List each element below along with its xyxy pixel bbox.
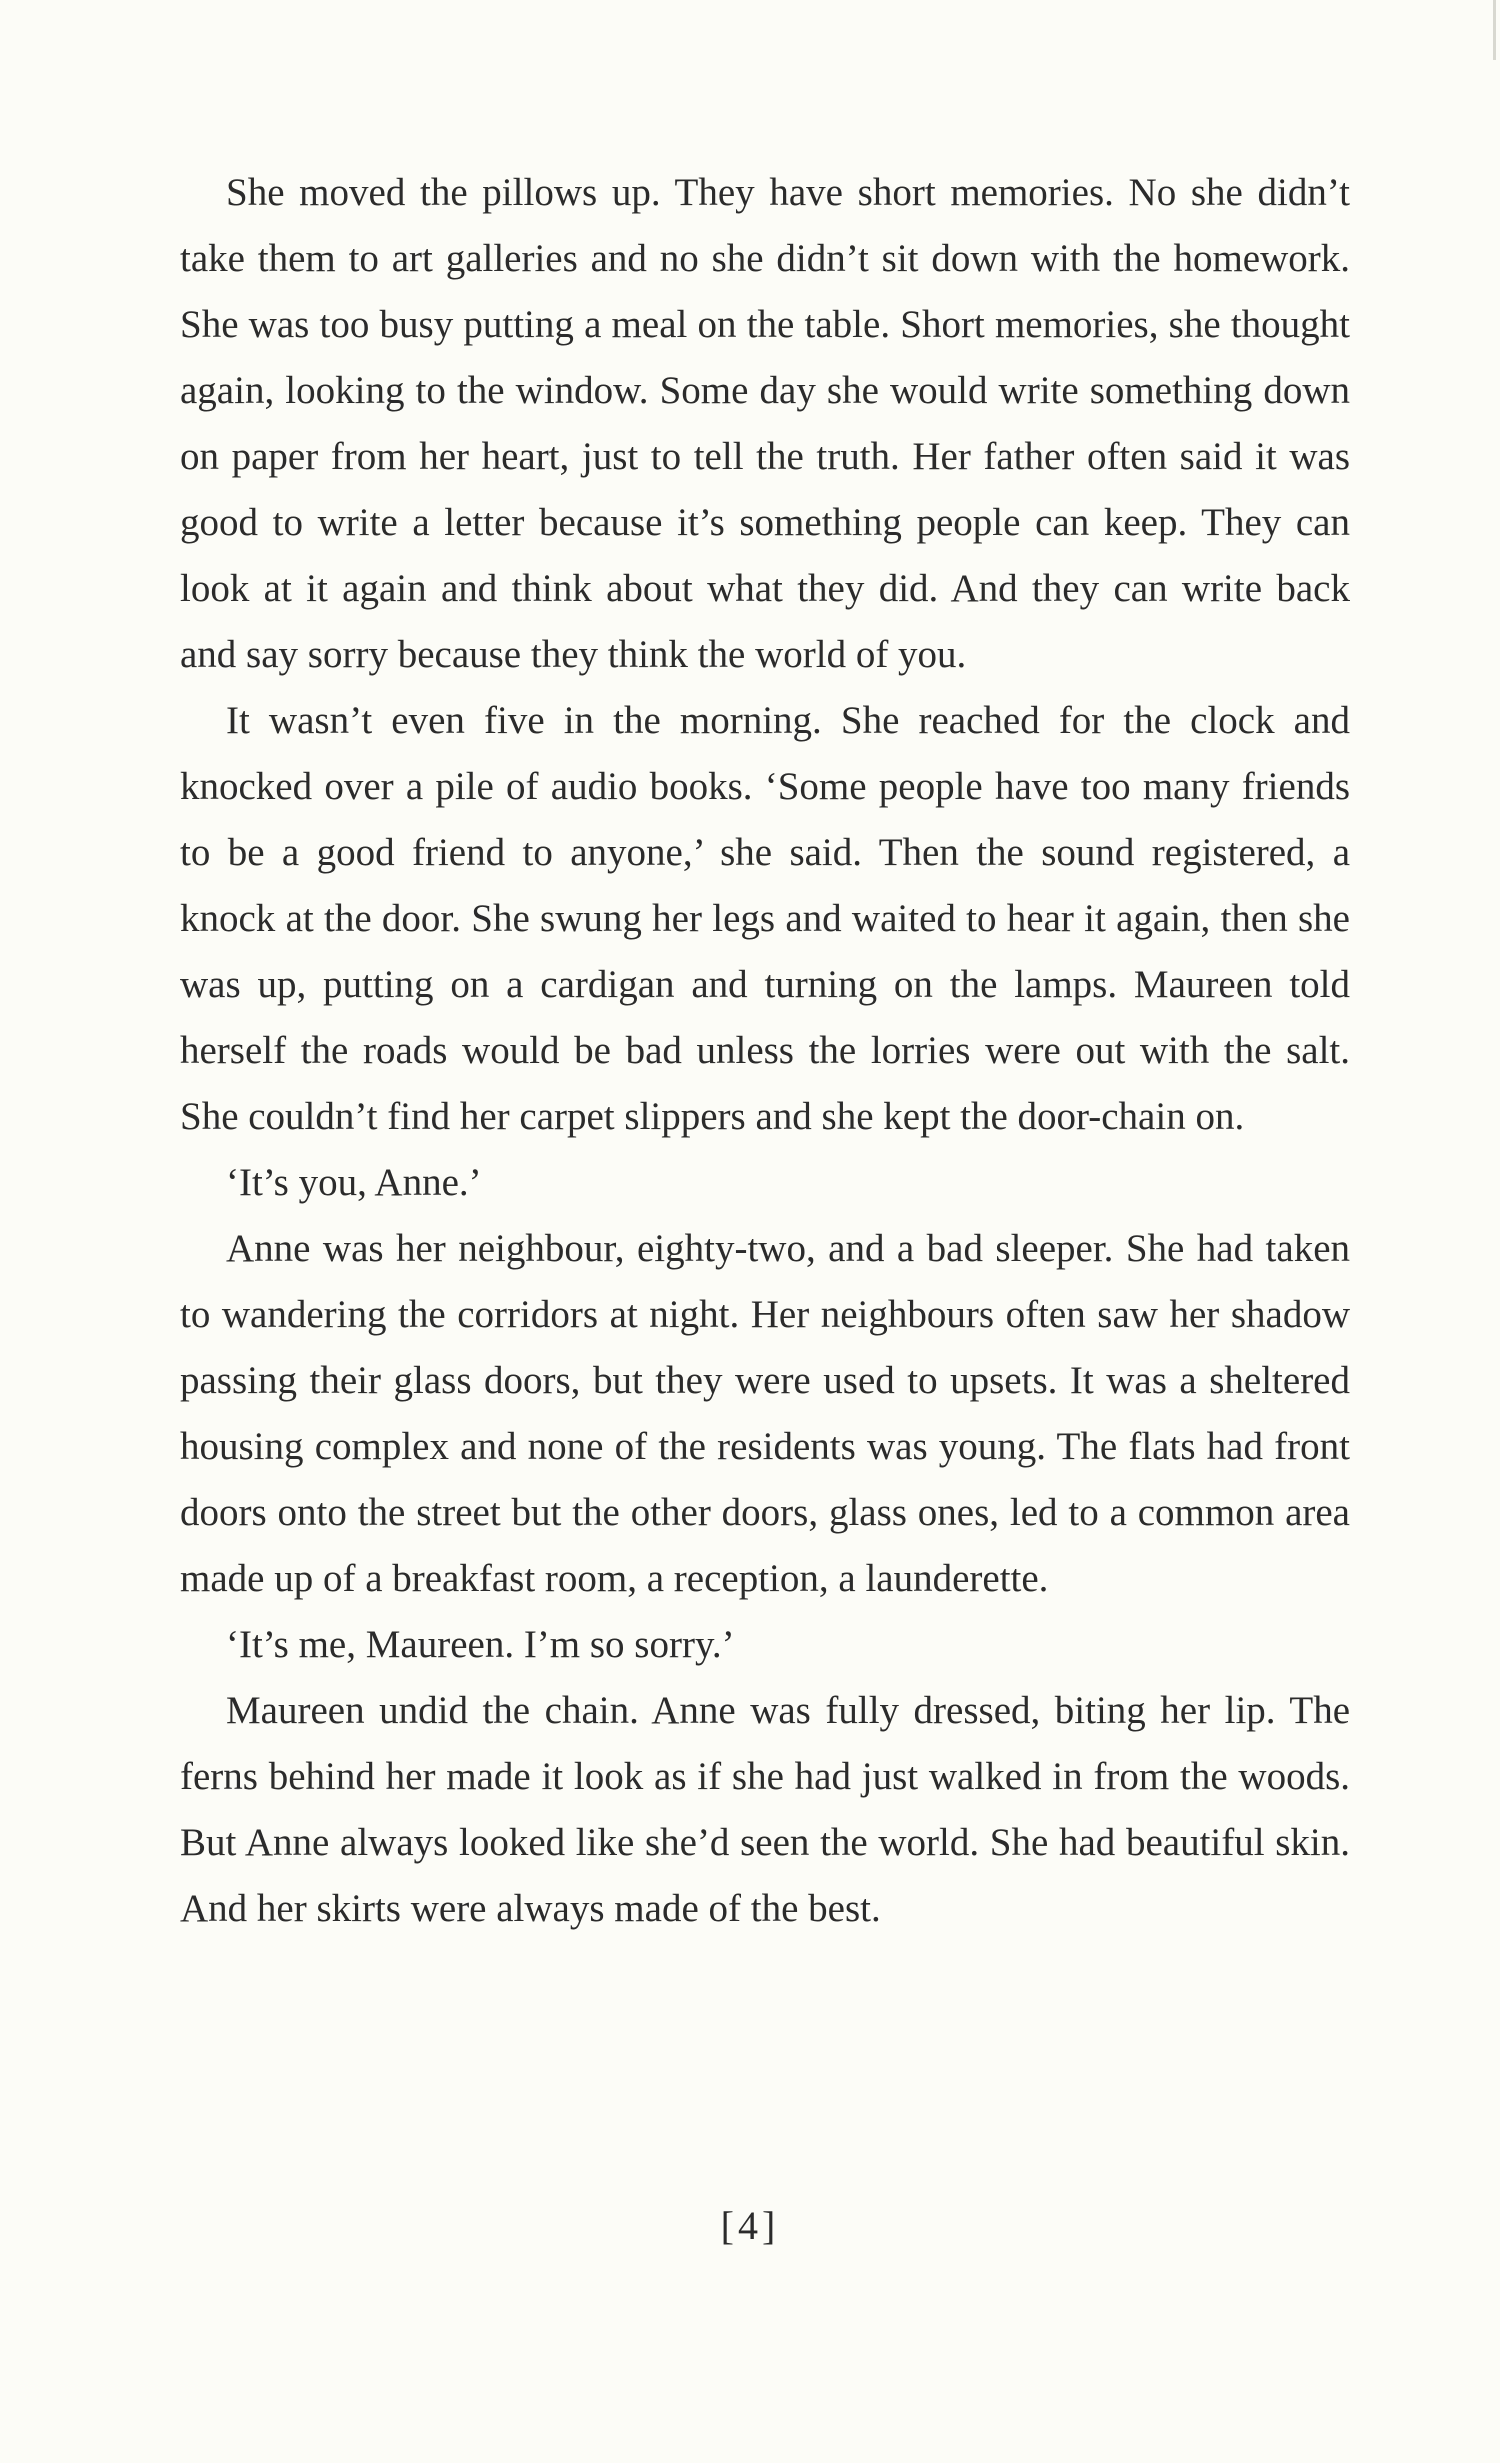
paragraph-1: She moved the pillows up. They have short memories. No she didn’t take them to art galleries and no she didn’t sit down with the homework. She was too busy putting a meal on the table. Short memories, she thought again, looking to the window. Some day she would write something down on paper from her heart, just to tell the truth. Her father often said it was good to write a letter because it’s something people can keep. They can look at it again and think about what they did. And they can write back and say sorry because they think the world of you.: [180, 171, 1350, 676]
page-edge-mark: [1493, 0, 1496, 60]
page-number: [4]: [720, 2203, 780, 2248]
paragraph-4: Anne was her neighbour, eighty-two, and a bad sleeper. She had taken to wandering the corridors at night. Her neighbours often saw her shadow passing their glass doors, but they were used to upsets. It was a sheltered housing complex and none of the residents was young. The flats had front doors onto the street but the other doors, glass ones, led to a common area made up of a breakfast room, a reception, a launderette.: [180, 1227, 1350, 1600]
paragraph-5-dialogue: ‘It’s me, Maureen. I’m so sorry.’: [226, 1623, 735, 1666]
paragraph-3-dialogue: ‘It’s you, Anne.’: [226, 1161, 482, 1204]
paragraph-6: Maureen undid the chain. Anne was fully dressed, biting her lip. The ferns behind her made it look as if she had just walked in from the woods. But Anne always looked like she’d seen the world. She had beautiful skin. And her skirts were always made of the best.: [180, 1689, 1350, 1930]
paragraph-2: It wasn’t even five in the morning. She reached for the clock and knocked over a pile of audio books. ‘Some people have too many friends to be a good friend to anyone,’ she said. Then the sound registered, a knock at the door. She swung her legs and waited to hear it again, then she was up, putting on a cardigan and turning on the lamps. Maureen told herself the roads would be bad unless the lorries were out with the salt. She couldn’t find her carpet slippers and she kept the door-chain on.: [180, 699, 1350, 1138]
body-text: [180, 160, 1350, 1942]
